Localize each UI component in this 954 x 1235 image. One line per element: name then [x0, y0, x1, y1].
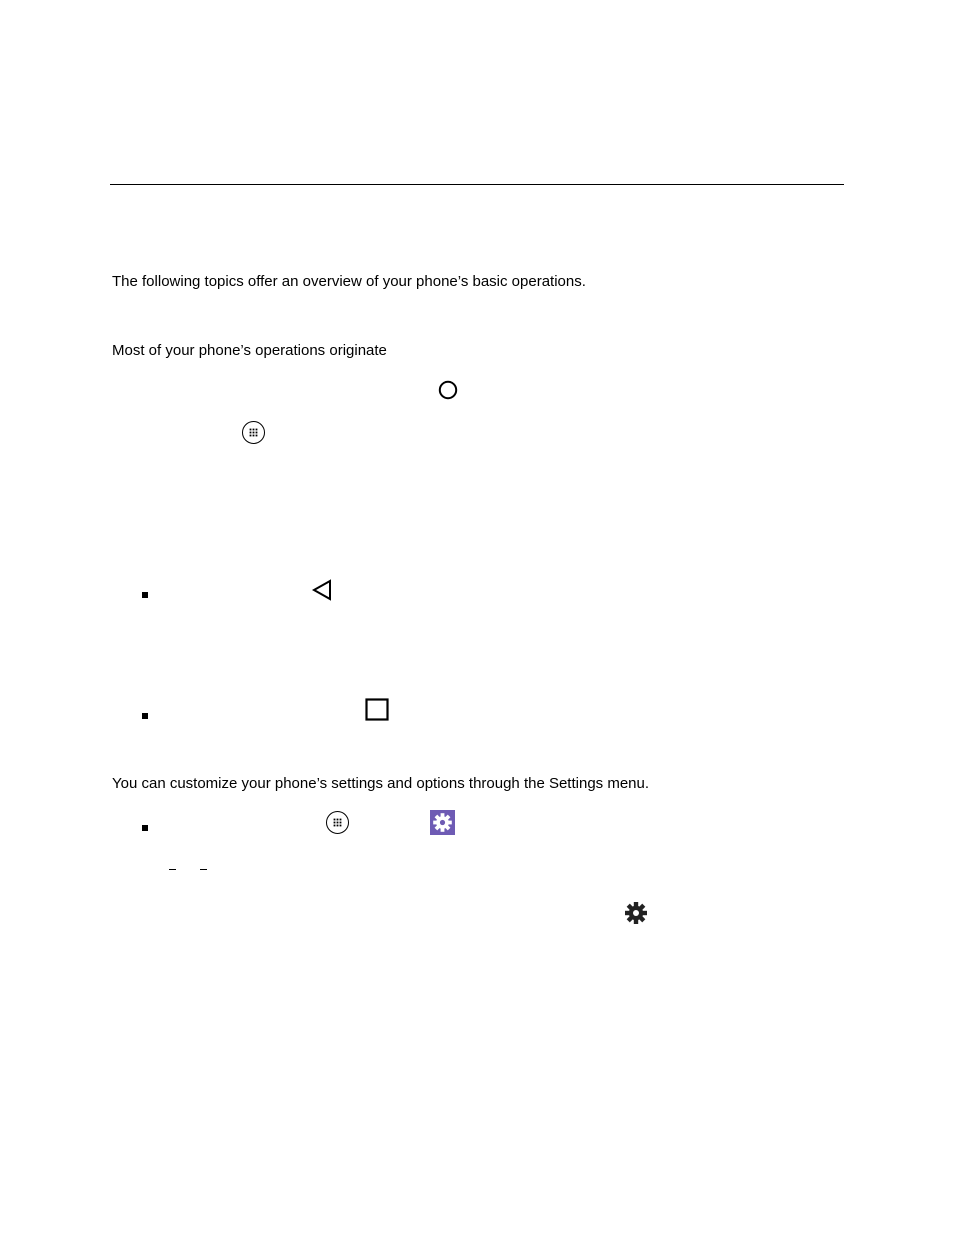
dash-mark: [169, 869, 176, 870]
apps-grid-icon: [241, 420, 266, 445]
dash-mark: [200, 869, 207, 870]
home-circle-icon: [437, 379, 459, 401]
back-triangle-icon: [311, 578, 333, 602]
settings-app-icon: [430, 810, 455, 835]
header-divider: [110, 184, 844, 185]
bullet-marker: [142, 592, 148, 598]
bullet-marker: [142, 713, 148, 719]
recent-apps-square-icon: [364, 697, 390, 723]
intro-paragraph: The following topics offer an overview of your phone’s basic operations.: [112, 273, 586, 290]
gear-icon: [623, 900, 649, 926]
apps-grid-icon: [325, 810, 350, 835]
bullet-marker: [142, 825, 148, 831]
operations-paragraph: Most of your phone’s operations originate: [112, 342, 387, 359]
settings-paragraph: You can customize your phone’s settings and options through the Settings menu.: [112, 775, 650, 792]
